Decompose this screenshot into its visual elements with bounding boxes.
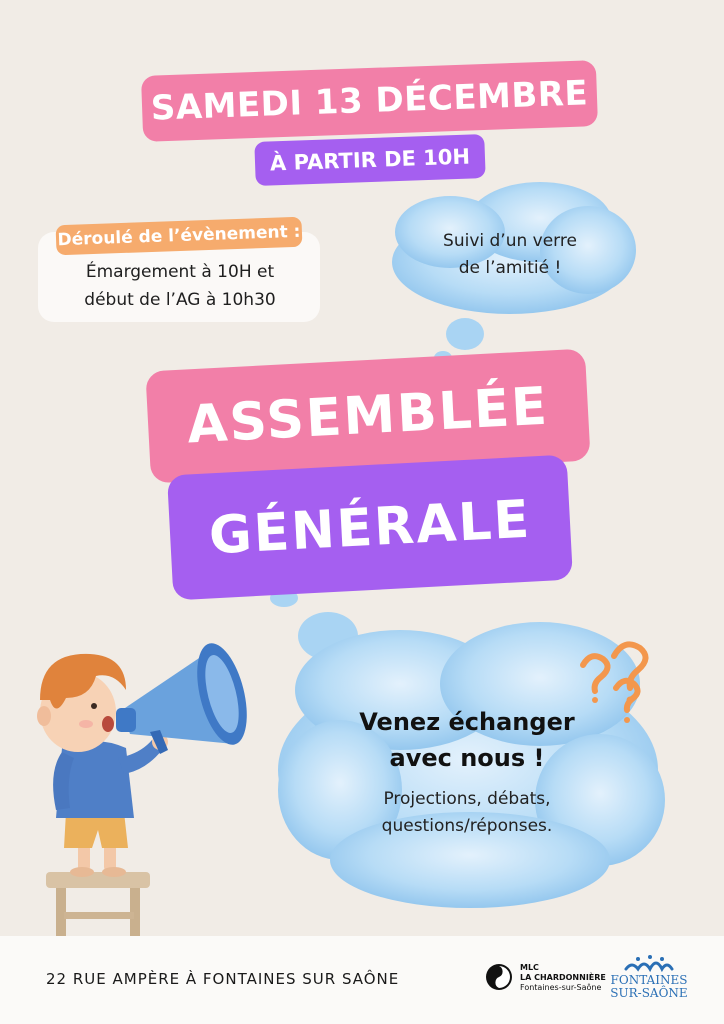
- headline-line-2: avec nous !: [389, 744, 545, 772]
- mlc-logo-line-1: MLC: [520, 963, 539, 972]
- fontaines-logo-line-2: SUR-SAÔNE: [610, 986, 688, 1000]
- program-text: [60, 258, 300, 314]
- program-line-1: Émargement à 10H et: [85, 262, 275, 282]
- stool-illustration: [46, 872, 150, 946]
- event-time-badge: À PARTIR DE 10H: [254, 134, 485, 186]
- small-cloud-line-2: de l’amitié !: [458, 258, 562, 278]
- child-illustration: [37, 654, 168, 877]
- mlc-logo-line-3: Fontaines-sur-Saône: [520, 983, 602, 992]
- event-date-badge: SAMEDI 13 DÉCEMBRE: [141, 60, 598, 142]
- big-cloud-subtext: [338, 786, 596, 840]
- subtext-line-1: Projections, débats,: [383, 789, 551, 809]
- small-cloud-text: [418, 228, 602, 282]
- megaphone-illustration: [116, 638, 256, 754]
- big-cloud-headline: [330, 704, 604, 776]
- headline-line-1: Venez échanger: [359, 708, 575, 736]
- title-line-2: GÉNÉRALE: [167, 455, 573, 601]
- fontaines-logo-text: [606, 974, 692, 1000]
- mlc-logo-icon: [484, 962, 514, 992]
- fontaines-logo-icon: [624, 953, 674, 975]
- mlc-logo-line-2: LA CHARDONNIÈRE: [520, 973, 606, 982]
- subtext-line-2: questions/réponses.: [381, 816, 553, 836]
- small-cloud-line-1: Suivi d’un verre: [443, 231, 577, 251]
- program-tag: Déroulé de l’évènement :: [56, 217, 303, 256]
- event-address: 22 RUE AMPÈRE À FONTAINES SUR SAÔNE: [46, 970, 400, 988]
- title-line-1: ASSEMBLÉE: [145, 349, 590, 484]
- fontaines-logo-line-1: FONTAINES: [610, 973, 688, 987]
- program-line-2: début de l’AG à 10h30: [84, 290, 276, 310]
